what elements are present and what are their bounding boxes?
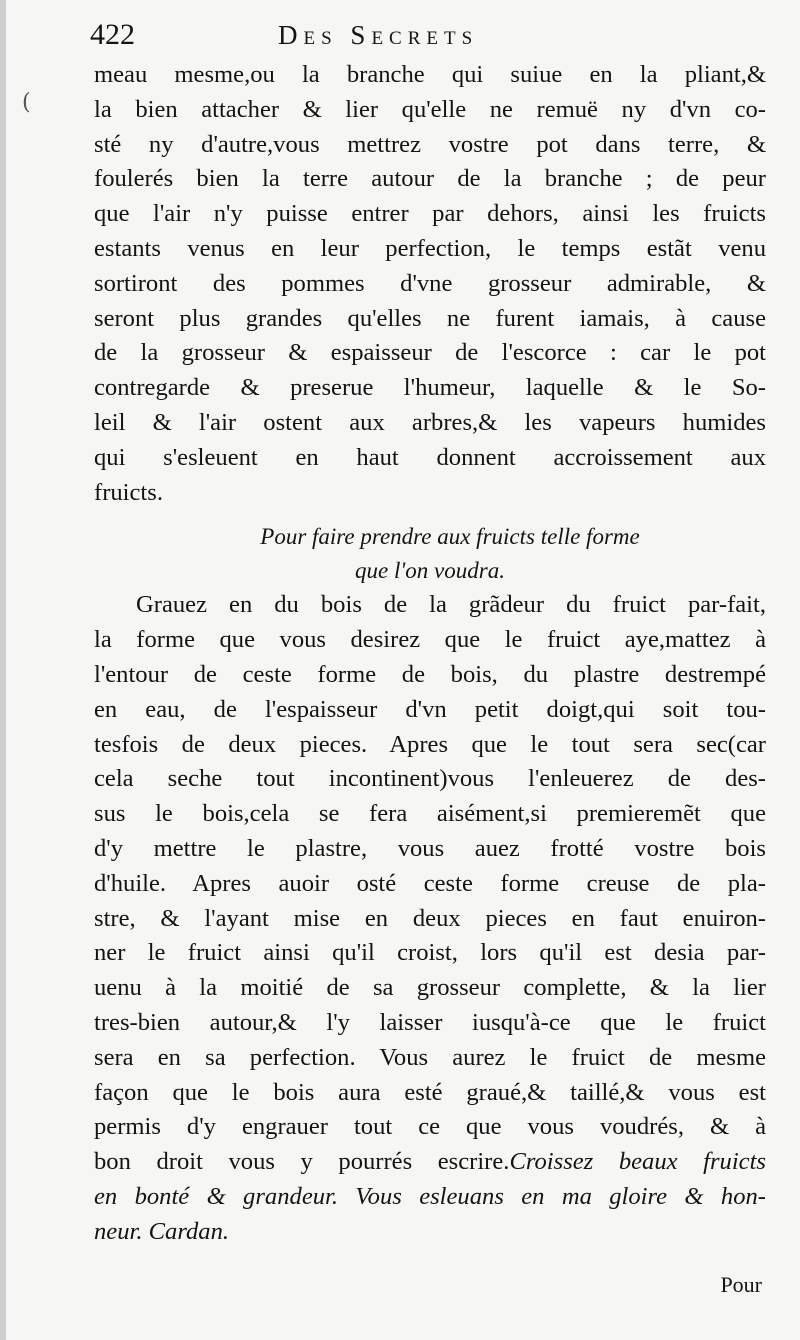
- text-line: fruicts.: [94, 478, 163, 506]
- text-line-italic: en bonté & grandeur. Vous esleuans en ma gloire & hon-: [94, 1182, 766, 1210]
- heading-line: que l'on voudra.: [355, 558, 505, 584]
- text-line: la forme que vous desirez que le fruict aye,mattez à: [94, 626, 766, 654]
- page-header: [88, 18, 768, 58]
- text-line: estants venus en leur perfection, le temps estãt venu: [94, 234, 766, 262]
- text-line: cela seche tout incontinent)vous l'enleuerez de des-: [94, 765, 766, 793]
- paragraph-2: [94, 588, 766, 1249]
- text-line: leil & l'air ostent aux arbres,& les vapeurs humides: [94, 408, 766, 436]
- text-line-italic: neur. Cardan.: [94, 1217, 230, 1245]
- catchword: Pour: [720, 1272, 762, 1297]
- text-roman: bon droit vous y pourrés escrire.: [94, 1148, 510, 1176]
- text-line: permis d'y engrauer tout ce que vous voudrés, & à: [94, 1113, 766, 1141]
- text-line: foulerés bien la terre autour de la branche ; de peur: [94, 165, 766, 193]
- text-line: que l'air n'y puisse entrer par dehors, ainsi les fruicts: [94, 200, 766, 228]
- heading-line: Pour faire prendre aux fruicts telle forme: [260, 524, 640, 550]
- text-line: stre, & l'ayant mise en deux pieces en faut enuiron-: [94, 904, 766, 932]
- text-line: tres-bien autour,& l'y laisser iusqu'à-ce que le fruict: [94, 1008, 766, 1036]
- text-line: de la grosseur & espaisseur de l'escorce : car le pot: [94, 339, 766, 367]
- text-line: l'entour de ceste forme de bois, du plastre destrempé: [94, 660, 766, 688]
- running-head: Des Secrets: [278, 20, 479, 50]
- text-line: sus le bois,cela se fera aisément,si premieremẽt que: [94, 800, 766, 828]
- page-number: 422: [90, 18, 135, 51]
- section-heading: [94, 520, 766, 588]
- text-line: ner le fruict ainsi qu'il croist, lors qu'il est desia par-: [94, 939, 766, 967]
- text-line: la bien attacher & lier qu'elle ne remuë ny d'vn co-: [94, 95, 766, 123]
- text-line: d'y mettre le plastre, vous auez frotté vostre bois: [94, 834, 766, 862]
- page-body: [94, 58, 766, 1250]
- text-line: [94, 1145, 766, 1180]
- text-line: meau mesme,ou la branche qui suiue en la pliant,&: [94, 61, 766, 88]
- text-line: façon que le bois aura esté graué,& taillé,& vous est: [94, 1078, 766, 1106]
- text-italic: Croissez beaux fruicts: [509, 1148, 766, 1176]
- text-line: uenu à la moitié de sa grosseur complette, & la lier: [94, 974, 766, 1002]
- text-line: sera en sa perfection. Vous aurez le fruict de mesme: [94, 1043, 766, 1071]
- text-line: Grauez en du bois de la grãdeur du fruict par-fait,: [136, 591, 766, 619]
- text-line: sortiront des pommes d'vne grosseur admirable, &: [94, 269, 766, 297]
- text-line: sté ny d'autre,vous mettrez vostre pot dans terre, &: [94, 130, 766, 158]
- paragraph-1: [94, 58, 766, 510]
- text-line: seront plus grandes qu'elles ne furent iamais, à cause: [94, 304, 766, 332]
- text-line: en eau, de l'espaisseur d'vn petit doigt,qui soit tou-: [94, 695, 766, 723]
- text-line: qui s'esleuent en haut donnent accroissement aux: [94, 443, 766, 471]
- text-line: contregarde & preserue l'humeur, laquelle & le So-: [94, 374, 766, 402]
- margin-mark: (: [22, 90, 31, 115]
- text-line: d'huile. Apres auoir osté ceste forme creuse de pla-: [94, 869, 766, 897]
- text-line: tesfois de deux pieces. Apres que le tout sera sec(car: [94, 730, 766, 758]
